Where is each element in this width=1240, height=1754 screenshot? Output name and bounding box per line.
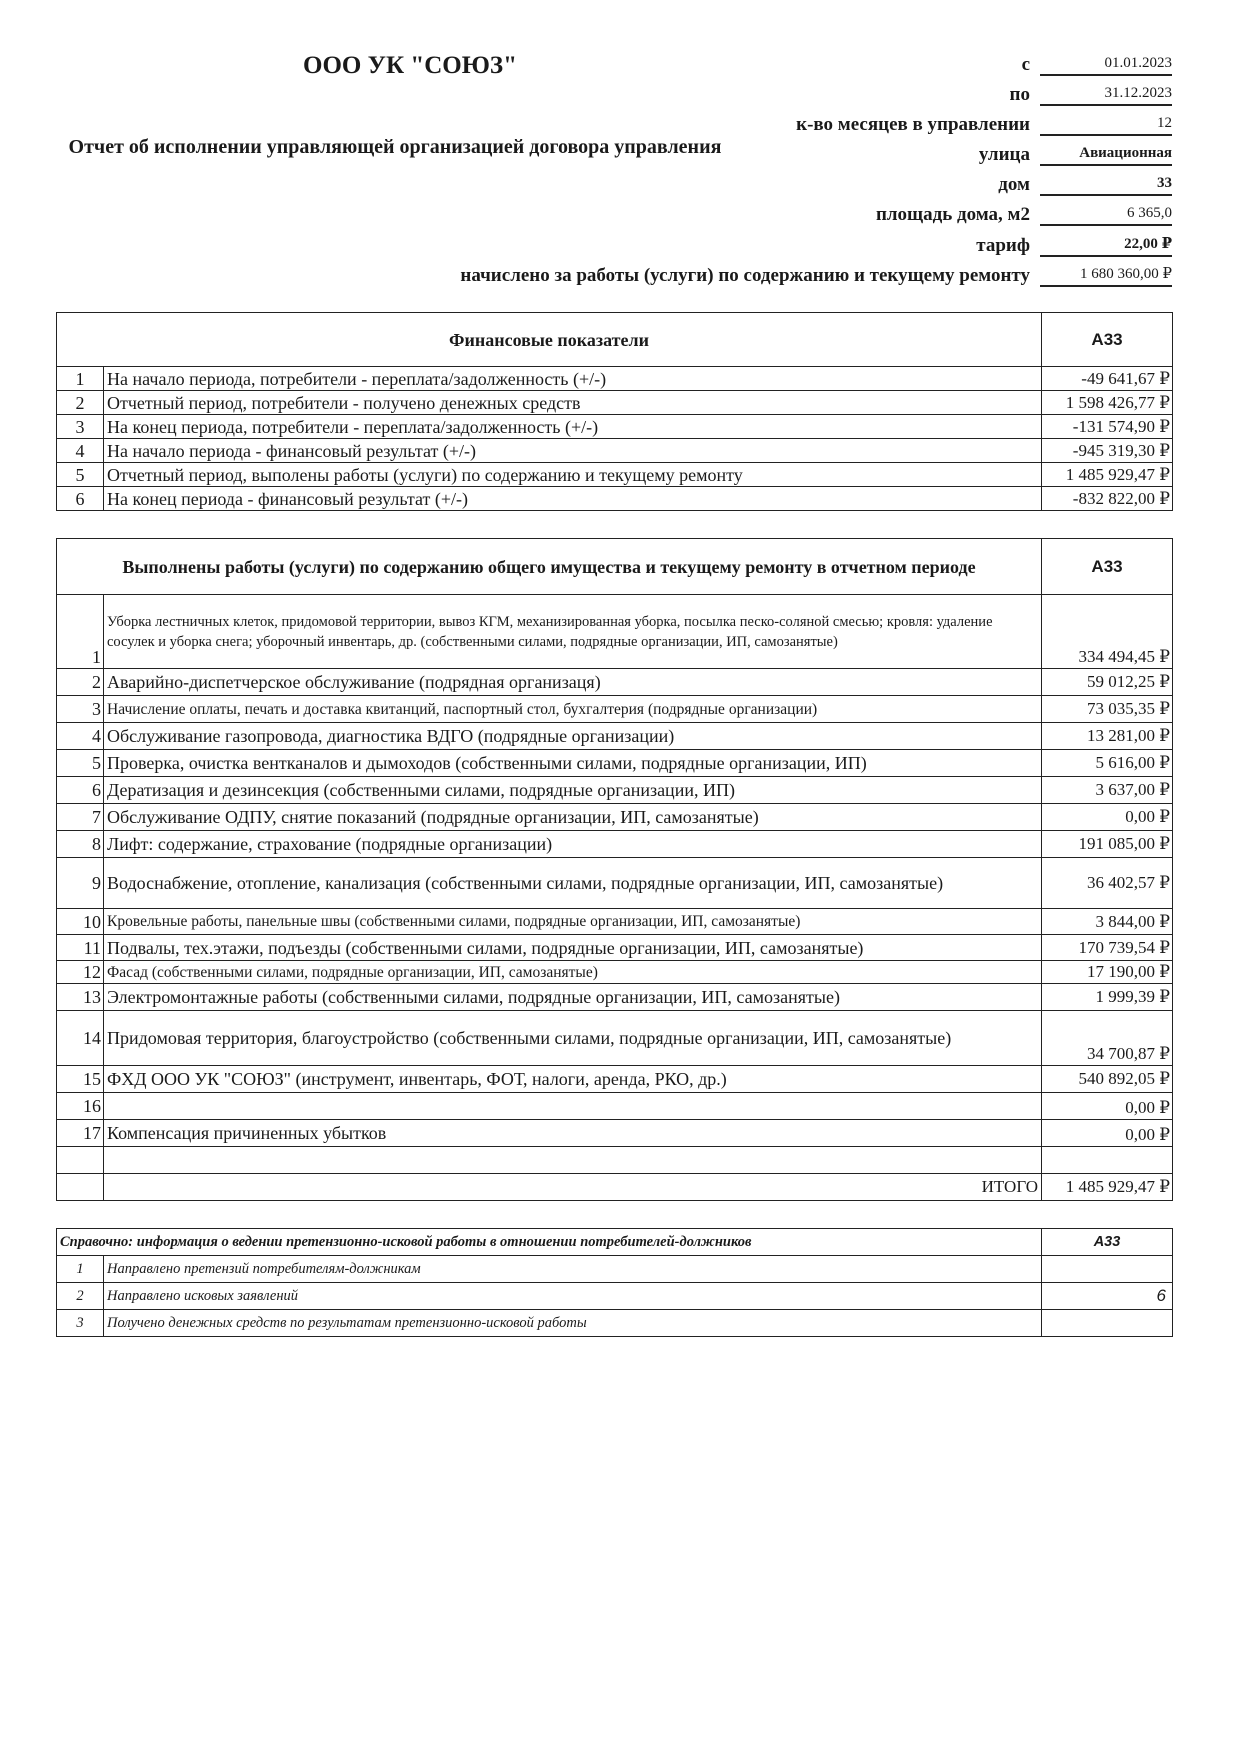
- report-title: Отчет об исполнении управляющей организацией договора управления: [68, 136, 722, 158]
- row-value: 17 190,00 ₽: [1042, 961, 1173, 984]
- empty-cell: [104, 1147, 1042, 1174]
- table-row: [57, 1283, 1173, 1310]
- table-row: [57, 367, 1173, 391]
- table-row: [57, 1011, 1173, 1066]
- row-label: Аварийно-диспетчерское обслуживание (подрядная организаця): [104, 669, 1042, 696]
- financial-title: Финансовые показатели: [57, 313, 1042, 367]
- row-value: 1 999,39 ₽: [1042, 984, 1173, 1011]
- months-label: к-во месяцев в управлении: [796, 114, 1030, 135]
- tariff-field: [976, 234, 1172, 257]
- row-value: -49 641,67 ₽: [1042, 367, 1173, 391]
- months-value: 12: [1040, 115, 1172, 136]
- claims-table: [56, 1228, 1173, 1337]
- table-row: [57, 669, 1173, 696]
- table-row: [57, 1310, 1173, 1337]
- table-row: [57, 777, 1173, 804]
- months-field: [796, 114, 1172, 136]
- row-value: 1 598 426,77 ₽: [1042, 391, 1173, 415]
- table-row: [57, 961, 1173, 984]
- period-to-field: [1010, 84, 1172, 106]
- table-row: [57, 750, 1173, 777]
- table-row: [57, 831, 1173, 858]
- table-row: [57, 439, 1173, 463]
- table-row: [57, 487, 1173, 511]
- house-label: дом: [998, 174, 1030, 195]
- house-field: [998, 174, 1172, 196]
- row-value: 59 012,25 ₽: [1042, 669, 1173, 696]
- row-value: -945 319,30 ₽: [1042, 439, 1173, 463]
- area-value: 6 365,0: [1040, 205, 1172, 226]
- table-row: [57, 391, 1173, 415]
- tariff-value: 22,00 ₽: [1040, 234, 1172, 257]
- row-number: 11: [57, 935, 104, 961]
- row-number: 14: [57, 1011, 104, 1066]
- row-label: Уборка лестничных клеток, придомовой территории, вывоз КГМ, механизированная уборка, посылка песко-соляной смесью; кровля: удаление сосулек и уборка снега; уборочный инвентарь, др. (собственными силами, подрядные организации, ИП, самозанятые): [104, 595, 1042, 669]
- table-row: [57, 1256, 1173, 1283]
- row-number: 2: [57, 1283, 104, 1310]
- table-row: [57, 696, 1173, 723]
- row-label: Компенсация причиненных убытков: [104, 1120, 1042, 1147]
- row-number: 4: [57, 439, 104, 463]
- house-value: 33: [1040, 175, 1172, 196]
- row-value: 1 485 929,47 ₽: [1042, 463, 1173, 487]
- table-row: [57, 1120, 1173, 1147]
- row-number: 5: [57, 750, 104, 777]
- row-value: 5 616,00 ₽: [1042, 750, 1173, 777]
- accrued-value: 1 680 360,00 ₽: [1040, 264, 1172, 287]
- row-label: На конец периода, потребители - переплата/задолженность (+/-): [104, 415, 1042, 439]
- total-value: 1 485 929,47 ₽: [1042, 1174, 1173, 1201]
- table-row: [57, 858, 1173, 909]
- row-label: Подвалы, тех.этажи, подъезды (собственными силами, подрядные организации, ИП, самозанятые): [104, 935, 1042, 961]
- row-label: Дератизация и дезинсекция (собственными силами, подрядные организации, ИП): [104, 777, 1042, 804]
- row-label: Электромонтажные работы (собственными силами, подрядные организации, ИП, самозанятые): [104, 984, 1042, 1011]
- financial-column-header: А33: [1042, 313, 1173, 367]
- row-label: Направлено исковых заявлений: [104, 1283, 1042, 1310]
- row-label: Проверка, очистка вентканалов и дымоходов (собственными силами, подрядные организации, ИП): [104, 750, 1042, 777]
- row-label: На начало периода - финансовый результат (+/-): [104, 439, 1042, 463]
- area-label: площадь дома, м2: [875, 204, 1030, 225]
- company-name: ООО УК "СОЮЗ": [303, 52, 517, 79]
- row-label: Лифт: содержание, страхование (подрядные организации): [104, 831, 1042, 858]
- period-from-value: 01.01.2023: [1040, 55, 1172, 76]
- street-field: [979, 144, 1172, 166]
- row-value: [1042, 1256, 1173, 1283]
- empty-cell: [57, 1147, 104, 1174]
- row-number: 3: [57, 696, 104, 723]
- period-to-value: 31.12.2023: [1040, 85, 1172, 106]
- row-value: [1042, 1310, 1173, 1337]
- row-value: 334 494,45 ₽: [1042, 595, 1173, 669]
- row-label: Получено денежных средств по результатам претензионно-исковой работы: [104, 1310, 1042, 1337]
- row-number: 7: [57, 804, 104, 831]
- row-value: 3 637,00 ₽: [1042, 777, 1173, 804]
- period-from-label: с: [1021, 54, 1030, 75]
- empty-cell: [1042, 1147, 1173, 1174]
- row-label: Фасад (собственными силами, подрядные организации, ИП, самозанятые): [104, 961, 1042, 984]
- accrued-label: начислено за работы (услуги) по содержанию и текущему ремонту: [460, 265, 1030, 286]
- row-label: Придомовая территория, благоустройство (собственными силами, подрядные организации, ИП, самозанятые): [104, 1011, 1042, 1066]
- row-label: Отчетный период, потребители - получено денежных средств: [104, 391, 1042, 415]
- row-number: 5: [57, 463, 104, 487]
- row-number: 3: [57, 1310, 104, 1337]
- row-value: 3 844,00 ₽: [1042, 909, 1173, 935]
- row-number: 2: [57, 669, 104, 696]
- row-label: Водоснабжение, отопление, канализация (собственными силами, подрядные организации, ИП, самозанятые): [104, 858, 1042, 909]
- table-row: [57, 415, 1173, 439]
- street-label: улица: [978, 144, 1030, 165]
- table-row: [57, 723, 1173, 750]
- street-value: Авиационная: [1040, 145, 1172, 166]
- row-value: 0,00 ₽: [1042, 1120, 1173, 1147]
- table-row: [57, 1066, 1173, 1093]
- row-number: 15: [57, 1066, 104, 1093]
- table-row: [57, 463, 1173, 487]
- table-row: [57, 804, 1173, 831]
- table-row: [57, 935, 1173, 961]
- claims-title: Справочно: информация о ведении претензионно-исковой работы в отношении потребителей-должников: [57, 1229, 1042, 1256]
- row-value: 36 402,57 ₽: [1042, 858, 1173, 909]
- row-value: 34 700,87 ₽: [1042, 1011, 1173, 1066]
- table-row: [57, 984, 1173, 1011]
- row-label: Обслуживание ОДПУ, снятие показаний (подрядные организации, ИП, самозанятые): [104, 804, 1042, 831]
- total-label: ИТОГО: [104, 1174, 1042, 1201]
- row-value: 170 739,54 ₽: [1042, 935, 1173, 961]
- row-label: Отчетный период, выполены работы (услуги) по содержанию и текущему ремонту: [104, 463, 1042, 487]
- total-row: [57, 1174, 1173, 1201]
- row-number: 17: [57, 1120, 104, 1147]
- row-value: 540 892,05 ₽: [1042, 1066, 1173, 1093]
- row-number: 6: [57, 487, 104, 511]
- accrued-field: [460, 264, 1172, 287]
- works-title: Выполнены работы (услуги) по содержанию общего имущества и текущему ремонту в отчетном периоде: [57, 539, 1042, 595]
- row-number: 8: [57, 831, 104, 858]
- row-label: Начисление оплаты, печать и доставка квитанций, паспортный стол, бухгалтерия (подрядные организации): [104, 696, 1042, 723]
- row-value: 6: [1042, 1283, 1173, 1310]
- row-number: 1: [57, 367, 104, 391]
- row-label: ФХД ООО УК "СОЮЗ" (инструмент, инвентарь, ФОТ, налоги, аренда, РКО, др.): [104, 1066, 1042, 1093]
- row-number: 12: [57, 961, 104, 984]
- row-value: -131 574,90 ₽: [1042, 415, 1173, 439]
- row-number: 1: [57, 595, 104, 669]
- tariff-label: тариф: [976, 235, 1030, 256]
- row-label: На конец периода - финансовый результат (+/-): [104, 487, 1042, 511]
- row-label: Обслуживание газопровода, диагностика ВДГО (подрядные организации): [104, 723, 1042, 750]
- empty-cell: [57, 1174, 104, 1201]
- row-number: 6: [57, 777, 104, 804]
- row-value: 0,00 ₽: [1042, 804, 1173, 831]
- row-number: 13: [57, 984, 104, 1011]
- row-label: Кровельные работы, панельные швы (собственными силами, подрядные организации, ИП, самозанятые): [104, 909, 1042, 935]
- table-row-empty: [57, 1147, 1173, 1174]
- row-number: 10: [57, 909, 104, 935]
- area-field: [876, 204, 1172, 226]
- row-label: Направлено претензий потребителям-должникам: [104, 1256, 1042, 1283]
- works-table: [56, 538, 1173, 1201]
- table-row: [57, 595, 1173, 669]
- row-label: На начало периода, потребители - переплата/задолженность (+/-): [104, 367, 1042, 391]
- row-number: 3: [57, 415, 104, 439]
- row-value: 191 085,00 ₽: [1042, 831, 1173, 858]
- row-number: 9: [57, 858, 104, 909]
- row-value: 13 281,00 ₽: [1042, 723, 1173, 750]
- table-row: [57, 1093, 1173, 1120]
- row-label: [104, 1093, 1042, 1120]
- works-column-header: А33: [1042, 539, 1173, 595]
- claims-column-header: А33: [1042, 1229, 1173, 1256]
- row-number: 1: [57, 1256, 104, 1283]
- table-row: [57, 909, 1173, 935]
- row-number: 4: [57, 723, 104, 750]
- row-value: -832 822,00 ₽: [1042, 487, 1173, 511]
- financial-table: [56, 312, 1173, 511]
- row-value: 73 035,35 ₽: [1042, 696, 1173, 723]
- row-number: 2: [57, 391, 104, 415]
- period-from-field: [1022, 54, 1172, 76]
- row-number: 16: [57, 1093, 104, 1120]
- period-to-label: по: [1009, 84, 1030, 105]
- row-value: 0,00 ₽: [1042, 1093, 1173, 1120]
